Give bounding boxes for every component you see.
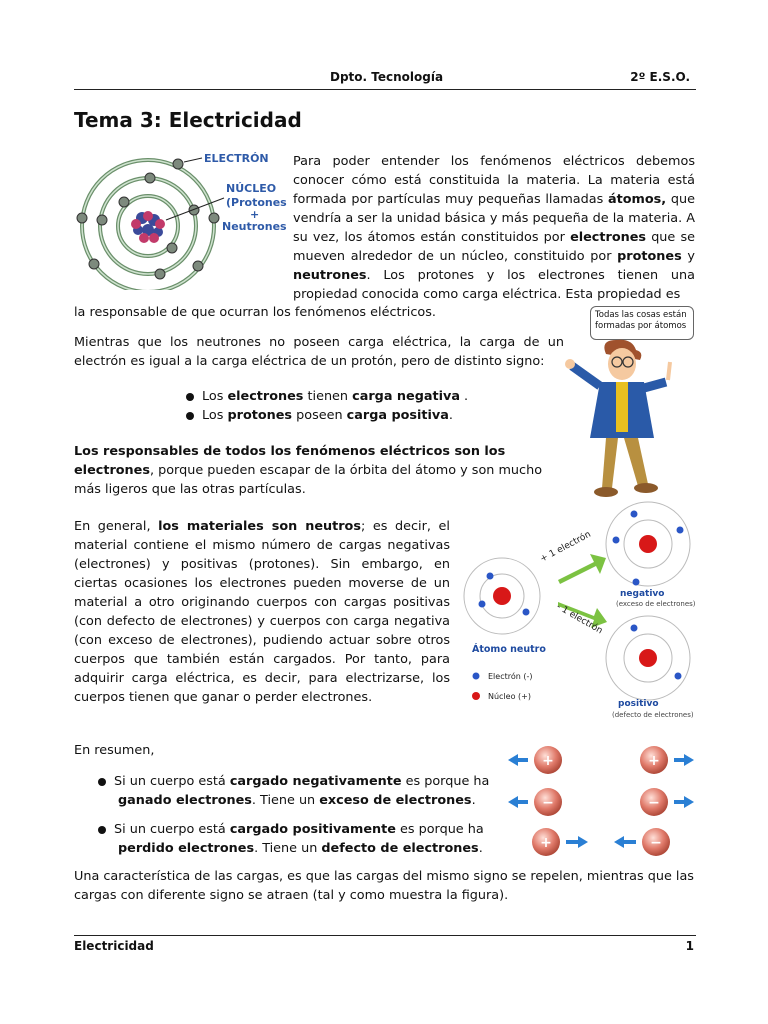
bullet-bold-positive: carga positiva xyxy=(346,408,449,423)
bullet-bold: cargado negativamente xyxy=(229,774,402,789)
intro-paragraph xyxy=(293,152,695,304)
neutral-atom-label: Átomo neutro xyxy=(472,644,546,655)
charge-minus: − xyxy=(542,795,554,811)
minus-electron-label: - 1 electrón xyxy=(554,601,605,637)
responsibles-bold: Los responsables de todos los fenómenos eléctricos son los electrones xyxy=(74,444,506,478)
bullet-text: Si un cuerpo está xyxy=(114,774,230,789)
page-title: Tema 3: Electricidad xyxy=(74,108,302,132)
intro-text-4: y xyxy=(681,249,695,264)
legend-nucleus: Núcleo (+) xyxy=(488,692,531,701)
intro-text-5: . Los protones y los electrones tienen una propiedad conocida como carga eléctrica. Esta propiedad es xyxy=(293,268,695,302)
header-department: Dpto. Tecnología xyxy=(330,70,444,84)
intro-bold-atoms: átomos, xyxy=(608,192,667,207)
bullet-bold: defecto de electrones xyxy=(321,841,479,856)
bullet-bold: ganado electrones xyxy=(118,793,252,808)
bullet-text: . xyxy=(478,841,483,856)
bullet-text: Los xyxy=(202,408,228,423)
footer-topic: Electricidad xyxy=(74,939,154,953)
protons-label: (Protones xyxy=(226,196,287,209)
footer-rule xyxy=(74,935,696,936)
atom-diagram xyxy=(74,148,288,290)
bullet-bold-protons: protones xyxy=(227,408,293,423)
intro-text-2: que vendría a ser la unidad básica y más pequeña de la materia. A su vez, los átomos están constituidos por xyxy=(293,192,695,245)
charge-plus: + xyxy=(540,835,552,851)
neutral-text-2: ; es decir, el material contiene el mismo número de cargas negativas (electrones) y positivas (protones). Sin embargo, en ciertas ocasiones los electrones pueden moverse de un material a otro originando cuerpos con cargas positivas (con defecto de electrones) y cuerpos con carga negativa (con exceso de electrones), pudiendo actuar sobre otros cuerpos que también están cargados. Por tanto, para adquirir carga eléctrica, es decir, para electrizarse, los cuerpos tienen que ganar o perder electrones. xyxy=(74,519,450,705)
page-header xyxy=(74,70,696,90)
bullet-text: Si un cuerpo está xyxy=(114,822,230,837)
speech-bubble: Todas las cosas están formadas por átomos xyxy=(590,306,694,340)
charge-paragraph: Mientras que los neutrones no poseen carga eléctrica, la carga de un electrón es igual a la carga eléctrica de un protón, pero de distinto signo: xyxy=(74,335,564,369)
positive-sub-label: (defecto de electrones) xyxy=(612,711,694,719)
charge-plus: + xyxy=(648,753,660,769)
ion-diagram xyxy=(456,500,696,724)
neutrons-label: Neutrones xyxy=(222,220,287,233)
nucleus-label: NÚCLEO xyxy=(226,182,277,195)
bullet-text: . xyxy=(471,793,476,808)
bullet-text: . Tiene un xyxy=(254,841,322,856)
bullet-dot xyxy=(98,778,106,786)
bullet-text: poseen xyxy=(292,408,347,423)
page-number: 1 xyxy=(685,939,694,953)
bullet-electrons xyxy=(186,387,468,406)
charge-plus: + xyxy=(542,753,554,769)
bullet-negative-charge xyxy=(98,772,508,810)
intro-bold-protons: protones xyxy=(617,249,682,264)
bullet-bold-electrons: electrones xyxy=(227,389,304,404)
header-course: 2º E.S.O. xyxy=(630,70,690,84)
bullet-bold: cargado positivamente xyxy=(229,822,396,837)
bullet-text: . Tiene un xyxy=(251,793,320,808)
electron-label: ELECTRÓN xyxy=(204,152,269,165)
bullet-text: es porque ha xyxy=(401,774,490,789)
charges-rule-paragraph: Una característica de las cargas, es que las cargas del mismo signo se repelen, mientras que las cargas con diferente signo se atraen (tal y como muestra la figura). xyxy=(74,869,694,903)
bullet-protons xyxy=(186,406,453,425)
neutral-bold: los materiales son neutros xyxy=(158,519,361,534)
neutral-materials-paragraph xyxy=(74,517,450,707)
bullet-bold-negative: carga negativa xyxy=(352,389,460,404)
negative-sub-label: (exceso de electrones) xyxy=(616,600,696,608)
negative-label: negativo xyxy=(620,589,665,599)
bullet-positive-charge xyxy=(98,820,508,858)
positive-label: positivo xyxy=(618,699,659,709)
intro-text-3: que se mueven alrededor de un núcleo, constituido por xyxy=(293,230,695,264)
bullet-bold: perdido electrones xyxy=(118,841,255,856)
intro-bold-electrons: electrones xyxy=(570,230,647,245)
responsibles-text: , porque pueden escapar de la órbita del átomo y son mucho más ligeros que las otras partículas. xyxy=(74,463,543,497)
repel-plus-pair xyxy=(508,746,694,774)
bullet-bold: exceso de electrones xyxy=(319,793,472,808)
responsibles-paragraph xyxy=(74,442,564,499)
intro-text-1: Para poder entender los fenómenos eléctricos debemos conocer cómo está constituida la materia. La materia está formada por partículas muy pequeñas llamadas xyxy=(293,154,695,207)
bullet-dot xyxy=(98,826,106,834)
page-footer xyxy=(74,939,696,953)
plus-label: + xyxy=(250,208,260,221)
charge-minus: − xyxy=(648,795,660,811)
intro-bold-neutrons: neutrones xyxy=(293,268,367,283)
bullet-dot xyxy=(186,393,194,401)
charges-interaction-figure xyxy=(506,738,696,866)
charge-minus: − xyxy=(650,835,662,851)
header-rule xyxy=(74,89,696,90)
bullet-text: Los xyxy=(202,389,228,404)
legend-electron: Electrón (-) xyxy=(488,672,533,681)
summary-intro: En resumen, xyxy=(74,743,155,758)
plus-electron-label: + 1 electrón xyxy=(538,529,593,565)
bullet-dot xyxy=(186,412,194,420)
scientist-illustration xyxy=(560,338,680,500)
bullet-text: tienen xyxy=(303,389,353,404)
bullet-text: . xyxy=(448,408,453,423)
intro-continuation: la responsable de que ocurran los fenómenos eléctricos. xyxy=(74,305,436,320)
repel-minus-pair xyxy=(508,788,694,816)
neutral-text-1: En general, xyxy=(74,519,159,534)
bullet-text: . xyxy=(459,389,469,404)
bullet-text: es porque ha xyxy=(395,822,484,837)
